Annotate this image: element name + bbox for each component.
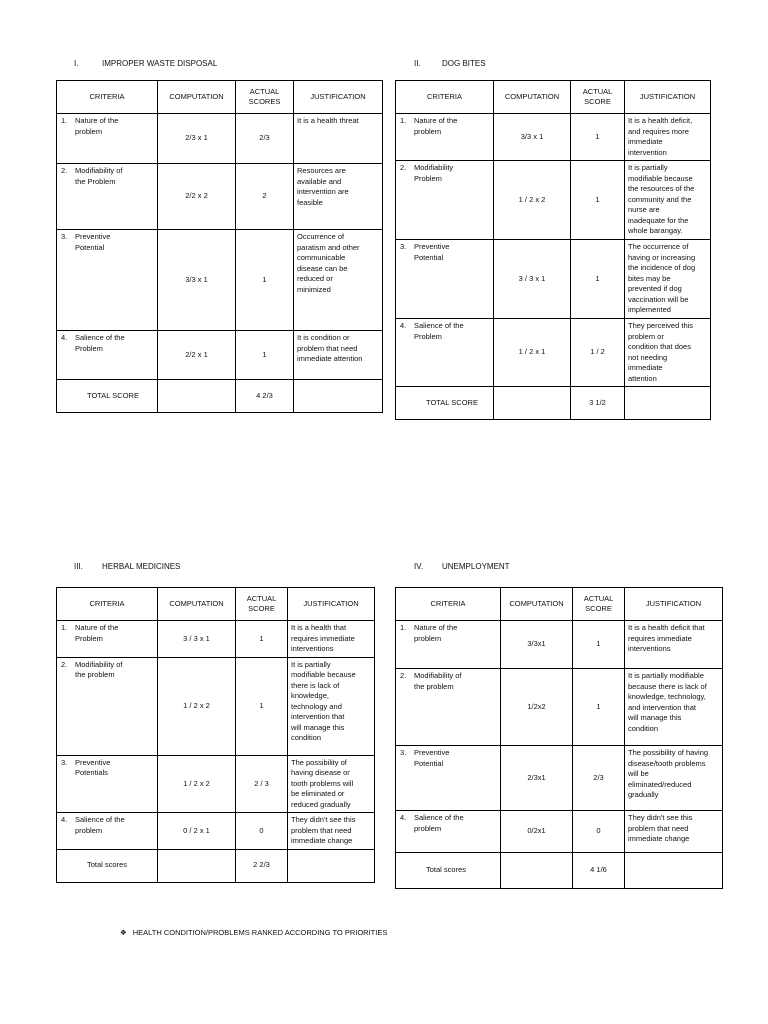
criteria-text: Nature of the problem [414, 623, 458, 643]
section-numeral: II. [414, 59, 421, 68]
priorities-heading-text: HEALTH CONDITION/PROBLEMS RANKED ACCORDING TO PRIORITIES [132, 928, 388, 937]
header-computation: COMPUTATION [158, 81, 236, 114]
table-row [57, 114, 383, 164]
total-score: 4 1/6 [573, 853, 625, 889]
empty-cell [158, 380, 236, 413]
criteria-text: Nature of the problem [414, 116, 458, 136]
justification-cell: It is condition or problem that need immediate attention [294, 331, 383, 380]
criteria-cell [396, 161, 494, 240]
total-score: 3 1/2 [571, 387, 625, 420]
section-title-text: UNEMPLOYMENT [442, 562, 510, 571]
criteria-cell [57, 230, 158, 331]
criteria-cell [396, 319, 494, 387]
table-row [57, 755, 375, 813]
total-row [57, 380, 383, 413]
criteria-number: 4. [400, 321, 407, 330]
computation-cell: 2/2 x 1 [158, 331, 236, 380]
score-cell: 1 [236, 621, 288, 658]
header-criteria: CRITERIA [396, 81, 494, 114]
section-title-text: DOG BITES [442, 59, 486, 68]
criteria-number: 2. [400, 163, 407, 172]
justification-cell: It is a health deficit, and requires more immediate intervention [625, 114, 711, 161]
criteria-text: Salience of the Problem [414, 321, 464, 341]
table-row [396, 319, 711, 387]
criteria-text: Nature of the problem [75, 116, 119, 136]
table-row [396, 621, 723, 669]
computation-cell: 3/3 x 1 [494, 114, 571, 161]
section-numeral: III. [74, 562, 83, 571]
computation-cell: 2/3x1 [501, 746, 573, 811]
criteria-cell [57, 114, 158, 164]
criteria-cell [396, 669, 501, 746]
criteria-text: Salience of the Problem [75, 333, 125, 353]
criteria-cell [396, 114, 494, 161]
header-justification: JUSTIFICATION [625, 81, 711, 114]
diamond-bullet-icon: ❖ [120, 928, 127, 937]
header-justification: JUSTIFICATION [288, 588, 375, 621]
score-cell: 1 [571, 114, 625, 161]
criteria-cell [57, 813, 158, 850]
score-cell: 2 / 3 [236, 755, 288, 813]
justification-cell: They perceived this problem or condition that does not needing immediate attention [625, 319, 711, 387]
section-title [414, 59, 486, 68]
section-title [74, 562, 180, 571]
score-cell: 1 [573, 621, 625, 669]
criteria-text: Modifiability of the problem [75, 659, 123, 679]
criteria-number: 1. [61, 116, 68, 125]
criteria-number: 3. [400, 748, 407, 757]
table-row [57, 230, 383, 331]
score-cell: 0 [236, 813, 288, 850]
computation-cell: 2/2 x 2 [158, 164, 236, 230]
total-label: Total scores [57, 849, 158, 882]
criteria-text: Preventive Potential [414, 242, 450, 262]
table-row [57, 813, 375, 850]
empty-cell [625, 387, 711, 420]
header-justification: JUSTIFICATION [294, 81, 383, 114]
computation-cell: 3 / 3 x 1 [158, 621, 236, 658]
total-row [396, 853, 723, 889]
score-table-unemployment [395, 587, 723, 889]
computation-cell: 1 / 2 x 2 [494, 161, 571, 240]
criteria-number: 3. [400, 242, 407, 251]
table-row [57, 621, 375, 658]
justification-cell: It is a health threat [294, 114, 383, 164]
score-table-dog-bites [395, 80, 711, 420]
computation-cell: 3/3x1 [501, 621, 573, 669]
justification-cell: The possibility of having disease/tooth problems will be eliminated/reduced gradually [625, 746, 723, 811]
computation-cell: 1 / 2 x 1 [494, 319, 571, 387]
section-title-text: HERBAL MEDICINES [102, 562, 181, 571]
header-criteria: CRITERIA [57, 81, 158, 114]
computation-cell: 1 / 2 x 2 [158, 755, 236, 813]
criteria-text: Salience of the problem [75, 815, 125, 835]
empty-cell [625, 853, 723, 889]
total-row [396, 387, 711, 420]
criteria-cell [396, 240, 494, 319]
criteria-text: Preventive Potentials [75, 757, 111, 777]
total-score: 2 2/3 [236, 849, 288, 882]
justification-cell: It is a health deficit that requires immediate interventions [625, 621, 723, 669]
score-cell: 1 [571, 240, 625, 319]
computation-cell: 3 / 3 x 1 [494, 240, 571, 319]
empty-cell [501, 853, 573, 889]
score-cell: 1 [236, 230, 294, 331]
criteria-cell [57, 164, 158, 230]
score-cell: 2/3 [573, 746, 625, 811]
justification-cell: Resources are available and intervention are feasible [294, 164, 383, 230]
justification-cell: The occurrence of having or increasing the incidence of dog bites may be prevented if dog vaccination will be implemented [625, 240, 711, 319]
computation-cell: 2/3 x 1 [158, 114, 236, 164]
criteria-number: 1. [61, 623, 68, 632]
justification-cell: It is a health that requires immediate interventions [288, 621, 375, 658]
header-computation: COMPUTATION [158, 588, 236, 621]
total-label: Total scores [396, 853, 501, 889]
table-row [396, 811, 723, 853]
header-actual-score: ACTUAL SCORE [236, 588, 288, 621]
computation-cell: 3/3 x 1 [158, 230, 236, 331]
justification-cell: It is partially modifiable because there is lack of knowledge, technology and intervention that will manage this condition [288, 657, 375, 755]
criteria-cell [57, 755, 158, 813]
criteria-cell [57, 657, 158, 755]
criteria-number: 4. [61, 815, 68, 824]
criteria-cell [57, 331, 158, 380]
section-title [74, 59, 217, 68]
justification-cell: The possibility of having disease or tooth problems will be eliminated or reduced gradually [288, 755, 375, 813]
score-cell: 1 [571, 161, 625, 240]
criteria-text: Nature of the Problem [75, 623, 119, 643]
criteria-number: 2. [61, 166, 68, 175]
criteria-cell [396, 746, 501, 811]
criteria-text: Modifiability of the problem [414, 671, 462, 691]
score-cell: 1 [236, 657, 288, 755]
score-cell: 1 [573, 669, 625, 746]
header-actual-score: ACTUAL SCORE [571, 81, 625, 114]
justification-cell: It is partially modifiable because the resources of the community and the nurse are inadequate for the whole barangay. [625, 161, 711, 240]
criteria-text: Preventive Potential [414, 748, 450, 768]
header-computation: COMPUTATION [494, 81, 571, 114]
criteria-number: 3. [61, 757, 68, 767]
computation-cell: 0 / 2 x 1 [158, 813, 236, 850]
priorities-heading [120, 928, 387, 937]
header-computation: COMPUTATION [501, 588, 573, 621]
criteria-number: 2. [61, 659, 68, 669]
score-cell: 1 / 2 [571, 319, 625, 387]
total-label: TOTAL SCORE [57, 380, 158, 413]
score-cell: 0 [573, 811, 625, 853]
criteria-text: Modifiability Problem [414, 163, 454, 183]
section-numeral: I. [74, 59, 79, 68]
empty-cell [494, 387, 571, 420]
score-table-waste-disposal [56, 80, 383, 413]
empty-cell [158, 849, 236, 882]
criteria-text: Preventive Potential [75, 232, 111, 252]
justification-cell: They didn't see this problem that need immediate change [625, 811, 723, 853]
header-justification: JUSTIFICATION [625, 588, 723, 621]
table-row [396, 161, 711, 240]
table-row [57, 331, 383, 380]
header-actual-score: ACTUAL SCORES [236, 81, 294, 114]
table-row [57, 657, 375, 755]
score-table-herbal-medicines [56, 587, 375, 883]
criteria-number: 4. [400, 813, 407, 822]
justification-cell: They didn't see this problem that need immediate change [288, 813, 375, 850]
computation-cell: 0/2x1 [501, 811, 573, 853]
computation-cell: 1 / 2 x 2 [158, 657, 236, 755]
criteria-cell [396, 621, 501, 669]
criteria-number: 2. [400, 671, 407, 680]
section-numeral: IV. [414, 562, 424, 571]
justification-cell: Occurrence of paratism and other communicable disease can be reduced or minimized [294, 230, 383, 331]
criteria-text: Salience of the problem [414, 813, 464, 833]
table-row [396, 746, 723, 811]
score-cell: 2 [236, 164, 294, 230]
empty-cell [288, 849, 375, 882]
criteria-cell [57, 621, 158, 658]
section-title [414, 562, 510, 571]
computation-cell: 1/2x2 [501, 669, 573, 746]
header-criteria: CRITERIA [396, 588, 501, 621]
total-score: 4 2/3 [236, 380, 294, 413]
total-label: TOTAL SCORE [396, 387, 494, 420]
section-title-text: IMPROPER WASTE DISPOSAL [102, 59, 218, 68]
score-cell: 1 [236, 331, 294, 380]
table-row [396, 669, 723, 746]
header-criteria: CRITERIA [57, 588, 158, 621]
score-cell: 2/3 [236, 114, 294, 164]
header-actual-score: ACTUAL SCORE [573, 588, 625, 621]
table-row [57, 164, 383, 230]
criteria-number: 1. [400, 116, 407, 125]
criteria-text: Modifiability of the Problem [75, 166, 123, 186]
criteria-number: 1. [400, 623, 407, 632]
criteria-number: 4. [61, 333, 68, 342]
table-row [396, 240, 711, 319]
criteria-cell [396, 811, 501, 853]
total-row [57, 849, 375, 882]
justification-cell: It is partially modifiable because there is lack of knowledge, technology, and intervention that will manage this condition [625, 669, 723, 746]
criteria-number: 3. [61, 232, 68, 241]
empty-cell [294, 380, 383, 413]
table-row [396, 114, 711, 161]
